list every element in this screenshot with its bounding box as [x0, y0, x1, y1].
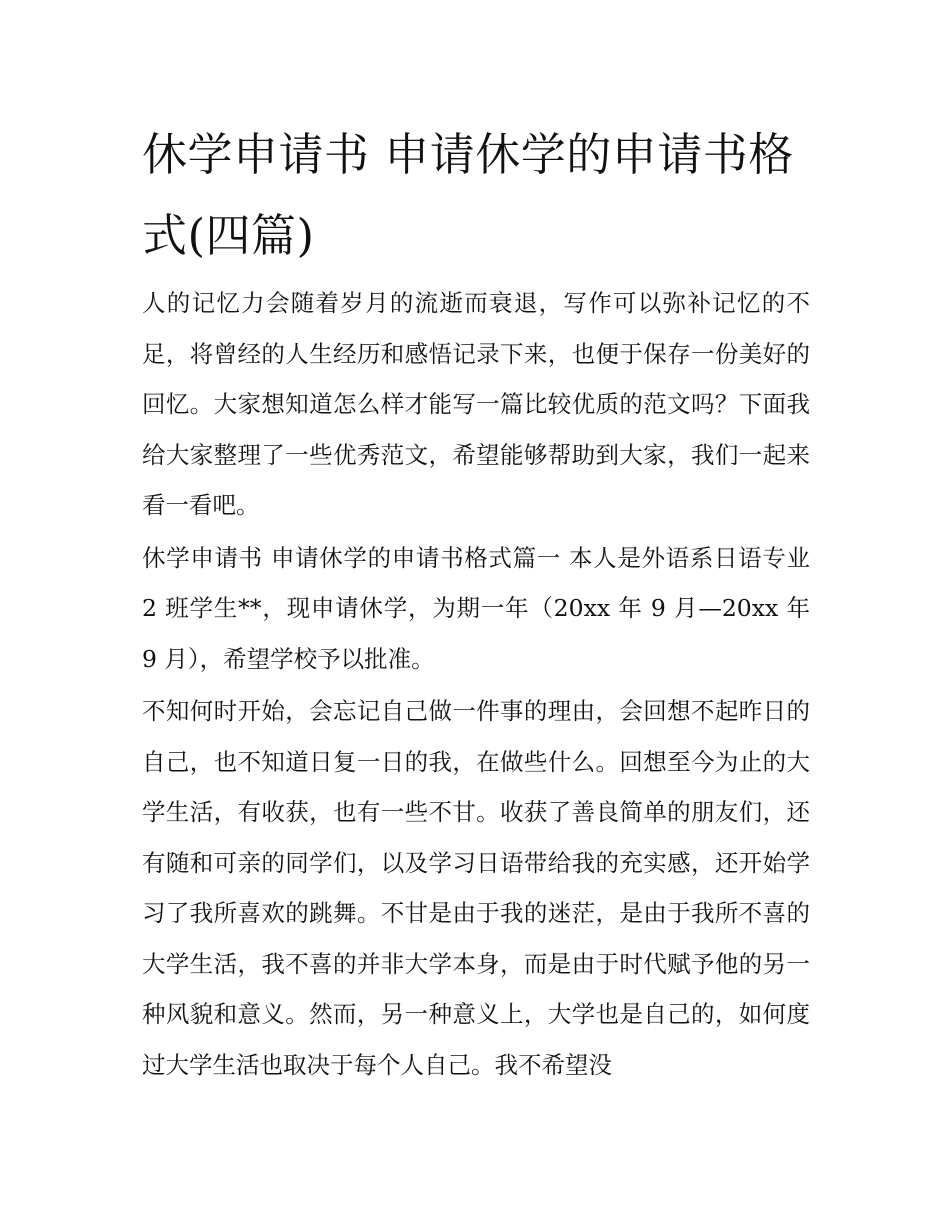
intro-paragraph: 人的记忆力会随着岁月的流逝而衰退，写作可以弥补记忆的不足，将曾经的人生经历和感悟记录下来，也便于保存一份美好的回忆。大家想知道怎么样才能写一篇比较优质的范文吗？下面我给大家整理了一些优秀范文，希望能够帮助到大家，我们一起来看一看吧。: [142, 289, 810, 519]
reflection-paragraph: 不知何时开始，会忘记自己做一件事的理由，会回想不起昨日的自己，也不知道日复一日的我，在做些什么。回想至今为止的大学生活，有收获，也有一些不甘。收获了善良简单的朋友们，还有随和可亲的同学们，以及学习日语带给我的充实感，还开始学习了我所喜欢的跳舞。不甘是由于我的迷茫，是由于我所不喜的大学生活，我不喜的并非大学本身，而是由于时代赋予他的另一种风貌和意义。然而，另一种意义上，大学也是自己的，如何度过大学生活也取决于每个人自己。我不希望没: [142, 697, 810, 1079]
application-paragraph: 休学申请书 申请休学的申请书格式篇一 本人是外语系日语专业 2 班学生**，现申请休学，为期一年（20xx 年 9 月—20xx 年 9 月），希望学校予以批准。: [142, 543, 810, 673]
document-title: 休学申请书 申请休学的申请书格式(四篇): [142, 128, 794, 262]
document-body: [142, 114, 810, 1090]
